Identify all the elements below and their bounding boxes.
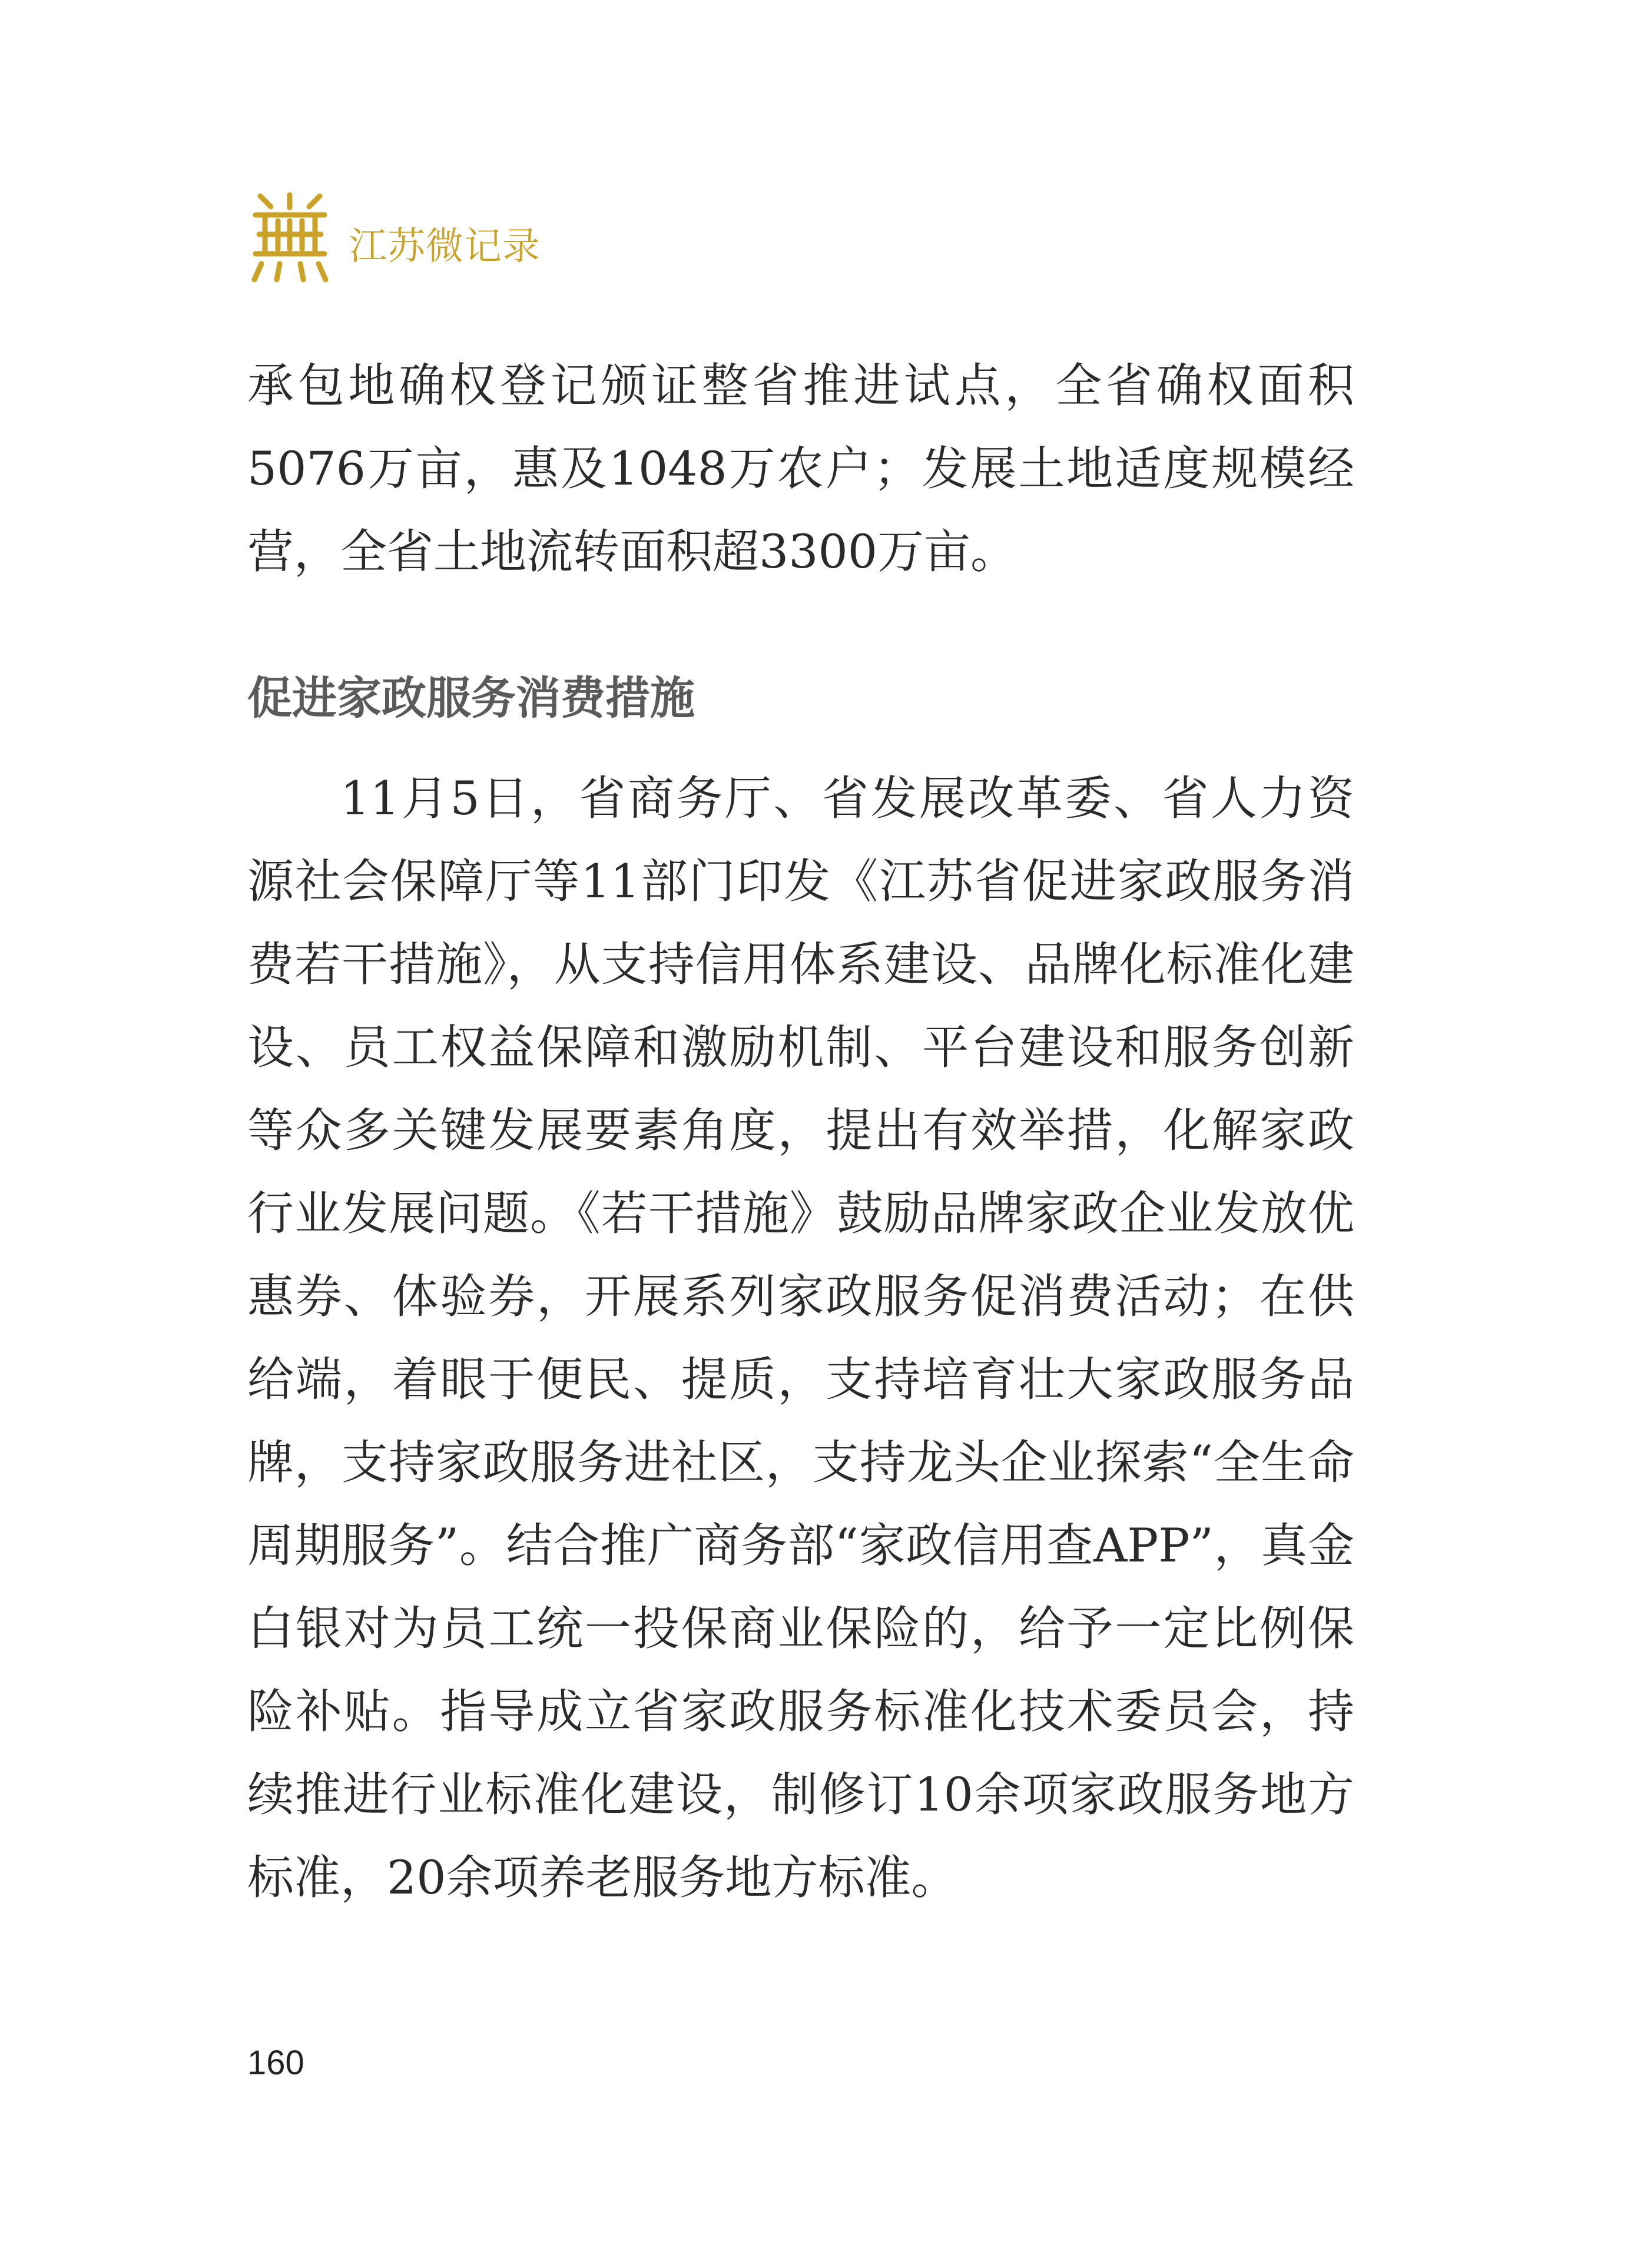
intro-paragraph: 承包地确权登记颁证整省推进试点，全省确权面积5076万亩，惠及1048万农户；发展土地适度规模经营，全省土地流转面积超3300万亩。 (247, 359, 1354, 579)
header-title: 江苏微记录 (349, 225, 541, 268)
page-header (247, 187, 541, 287)
jiangsu-emblem-icon (247, 190, 333, 284)
section-body-paragraph: 11月5日，省商务厅、省发展改革委、省人力资源社会保障厅等11部门印发《江苏省促进家政服务消费若干措施》，从支持信用体系建设、品牌化标准化建设、员工权益保障和激励机制、平台建设和服务创新等众多关键发展要素角度，提出有效举措，化解家政行业发展问题。《若干措施》鼓励品牌家政企业发放优惠券、体验券，开展系列家政服务促消费活动；在供给端，着眼于便民、提质，支持培育壮大家政服务品牌，支持家政服务进社区，支持龙头企业探索“全生命周期服务”。结合推广商务部“家政信用查APP”，真金白银对为员工统一投保商业保险的，给予一定比例保险补贴。指导成立省家政服务标准化技术委员会，持续推进行业标准化建设，制修订10余项家政服务地方标准，20余项养老服务地方标准。 (247, 771, 1354, 1905)
page-content (247, 344, 1354, 1919)
section-heading: 促进家政服务消费措施 (247, 672, 695, 724)
page-number: 160 (247, 2044, 304, 2082)
